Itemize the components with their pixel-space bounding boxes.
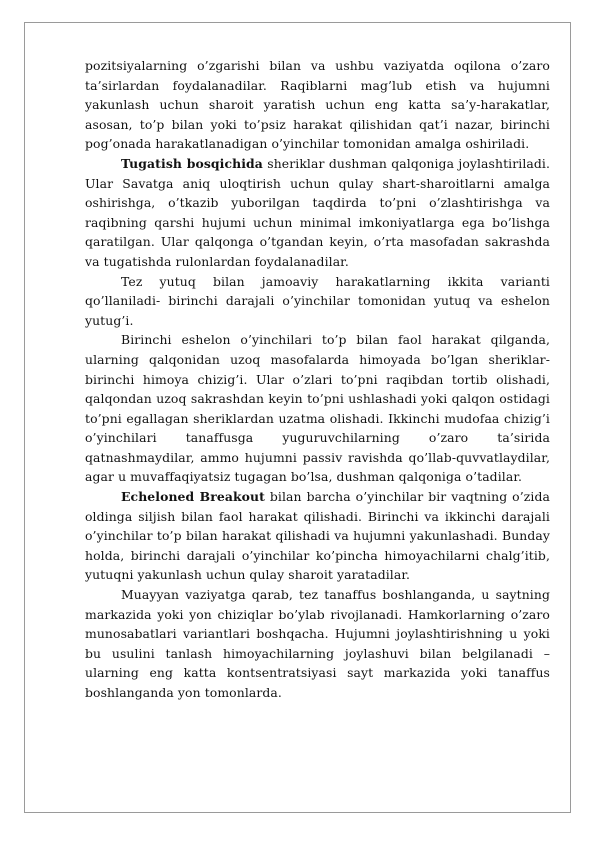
paragraph-1-text: pozitsiyalarning o’zgarishi bilan va ushbu vaziyatda oqilona o’zaro ta’sirlardan foydalanadilar. Raqiblarni mag’lub etish va hujumni yakunlash uchun sharoit yaratish uchun eng katta sa’y-harakatlar, asosan, to’p bilan yoki to’psiz harakat qilishidan qat’i nazar, birinchi pog’onada harakatlanadigan o’yinchilar tomonidan amalga oshiriladi. <box>85 58 550 152</box>
term-echeloned-breakout: Echeloned Breakout <box>121 489 265 505</box>
paragraph-5 <box>85 487 550 585</box>
paragraph-2 <box>85 154 550 272</box>
paragraph-1 <box>85 56 550 154</box>
paragraph-3 <box>85 272 550 331</box>
paragraph-5-text: bilan barcha o’yinchilar bir vaqtning o’zida oldinga siljish bilan faol harakat qilishadi. Birinchi va ikkinchi darajali o’yinchilar to’p bilan harakat qilishadi va hujumni yakunlashadi. Bunday holda, birinchi darajali o’yinchilar ko’pincha himoyachilarni chalg’itib, yutuqni yakunlash uchun qulay sharoit yaratadilar. <box>85 489 550 583</box>
term-tugatish-bosqichida: Tugatish bosqichida <box>121 155 263 171</box>
paragraph-3-text: Tez yutuq bilan jamoaviy harakatlarning ikkita varianti qo’llaniladi- birinchi darajali o’yinchilar tomonidan yutuq va eshelon yutug’i. <box>85 273 550 328</box>
paragraph-6-text: Muayyan vaziyatga qarab, tez tanaffus boshlanganda, u saytning markazida yoki yon chiziqlar bo’ylab rivojlanadi. Hamkorlarning o’zaro munosabatlari variantlari boshqacha. Hujumni joylashtirishning u yoki bu usulini tanlash himoyachilarning joylashuvi bilan belgilanadi – ularning eng katta kontsentratsiyasi sayt markazida yoki tanaffus boshlanganda yon tomonlarda. <box>85 587 550 700</box>
paragraph-4-text: Birinchi eshelon o’yinchilari to’p bilan faol harakat qilganda, ularning qalqonidan uzoq masofalarda himoyada bo’lgan sheriklar-birinchi himoya chizig’i. Ular o’zlari to’pni raqibdan tortib olishadi, qalqondan uzoq sakrashdan keyin to’pni ushlashadi yoki qalqon ostidagi to’pni egallagan sheriklardan uzatma olishadi. Ikkinchi mudofaa chizig’i o’yinchilari tanaffusga yuguruvchilarning o’zaro ta’sirida qatnashmaydilar, ammo hujumni passiv ravishda qo’llab-quvvatlaydilar, agar u muvaffaqiyatsiz tugagan bo’lsa, dushman qalqoniga o’tadilar. <box>85 332 550 485</box>
paragraph-6 <box>85 585 550 703</box>
document-body <box>85 56 550 703</box>
paragraph-2-text: sheriklar dushman qalqoniga joylashtiriladi. Ular Savatga aniq uloqtirish uchun qulay shart-sharoitlarni amalga oshirishga, o’tkazib yuborilgan taqdirda to’pni o’zlashtirishga va raqibning qarshi hujumi uchun minimal imkoniyatlarga ega bo’lishga qaratilgan. Ular qalqonga o’tgandan keyin, o’rta masofadan sakrashda va tugatishda rulonlardan foydalanadilar. <box>85 155 550 269</box>
paragraph-4 <box>85 330 550 487</box>
